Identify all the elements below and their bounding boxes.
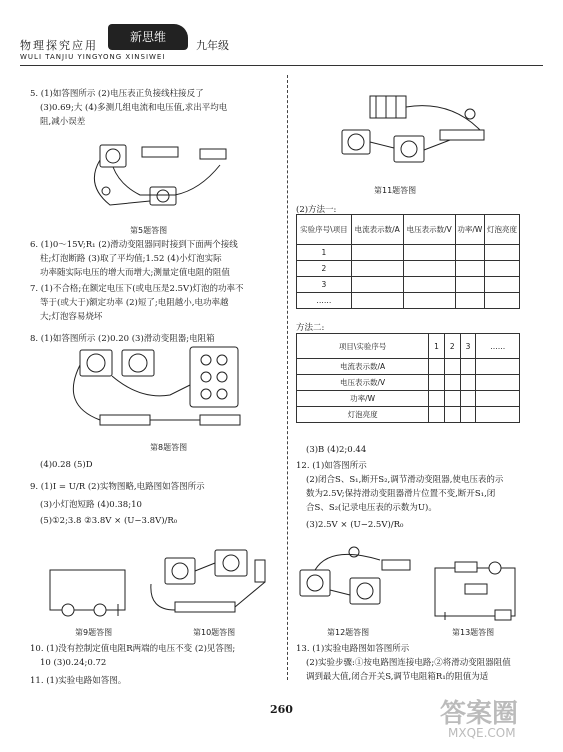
answer-line: 13. (1)实验电路图如答图所示: [296, 644, 410, 654]
answer-line: (5)①2;3.8 ②3.8V × (U−3.8V)/R₀: [40, 516, 178, 526]
table-row: [297, 293, 520, 309]
table-cell: [460, 359, 476, 375]
table-cell: [403, 245, 455, 261]
table-cell: [455, 277, 484, 293]
table-cell: [485, 245, 520, 261]
answer-line: 数为2.5V;保持滑动变阻器滑片位置不变,断开S₁,闭: [306, 489, 496, 499]
table-method-1: [296, 214, 520, 309]
table-header-cell: 3: [460, 334, 476, 359]
table-row-label: 功率/W: [297, 391, 429, 407]
table-cell: [351, 277, 403, 293]
table-cell: [429, 407, 445, 423]
table-cell: [403, 293, 455, 309]
header-subtitle: WULI TANJIU YINGYONG XINSIWEI: [20, 53, 166, 61]
table-row: [297, 391, 520, 407]
answer-line: 9. (1)I = U/R (2)实物图略,电路图如答图所示: [30, 482, 205, 492]
answer-line: (2)闭合S、S₁,断开S₂,调节滑动变阻器,使电压表的示: [306, 475, 504, 485]
table-cell: [403, 277, 455, 293]
answer-line: (2)实验步骤:①按电路图连接电路;②将滑动变阻器阻值: [306, 658, 511, 668]
header-grade: 九年级: [196, 39, 229, 52]
header-title: 物理探究应用: [20, 39, 98, 52]
figure-10: [145, 540, 280, 622]
figure-caption: 第12题答图: [327, 628, 370, 637]
figure-12: [290, 540, 415, 624]
table-cell: [444, 375, 460, 391]
table-header-cell: 电流表示数/A: [351, 215, 403, 245]
answer-line: (4)0.28 (5)D: [40, 460, 93, 470]
table-cell: [429, 375, 445, 391]
table-cell: [476, 359, 520, 375]
table-row-label: 3: [297, 277, 352, 293]
table-header-cell: 灯泡亮度: [485, 215, 520, 245]
table-row: [297, 359, 520, 375]
table-cell: [444, 391, 460, 407]
table-cell: [485, 261, 520, 277]
table-header-cell: 功率/W: [455, 215, 484, 245]
table-row: [297, 375, 520, 391]
figure-caption: 第11题答图: [374, 186, 417, 195]
page-number: 260: [270, 703, 293, 716]
answer-line: 6. (1)0～15V;R₁ (2)滑动变阻器同时接到下面两个接线: [30, 240, 238, 250]
answer-line: 等于(或大于)额定功率 (2)短了;电阻越小,电功率越: [40, 298, 229, 308]
table-cell: [476, 407, 520, 423]
table-cell: [460, 375, 476, 391]
answer-line: 10 (3)0.24;0.72: [40, 658, 107, 668]
answer-line: 7. (1)不合格;在额定电压下(或电压是2.5V)灯泡的功率不: [30, 284, 244, 294]
table-cell: [429, 359, 445, 375]
table-row: [297, 261, 520, 277]
table-row-label: 电流表示数/A: [297, 359, 429, 375]
figure-13: [425, 560, 525, 626]
table-cell: [476, 391, 520, 407]
table-row-label: ……: [297, 293, 352, 309]
table-cell: [444, 359, 460, 375]
table-cell: [351, 245, 403, 261]
table-row: [297, 407, 520, 423]
table-header-cell: ……: [476, 334, 520, 359]
table-cell: [485, 277, 520, 293]
table-cell: [429, 391, 445, 407]
figure-caption: 第13题答图: [452, 628, 495, 637]
answer-line: 功率随实际电压的增大而增大;测量定值电阻的阻值: [40, 268, 230, 278]
table-cell: [460, 407, 476, 423]
table-cell: [485, 293, 520, 309]
table-cell: [460, 391, 476, 407]
answer-line: 调到最大值,闭合开关S,调节电阻箱R₁的阻值为适: [306, 672, 489, 682]
figure-caption: 第5题答图: [130, 226, 168, 235]
answer-line: 合S、S₂(记录电压表的示数为U)。: [306, 503, 437, 513]
figure-caption: 第9题答图: [75, 628, 113, 637]
table-cell: [351, 261, 403, 277]
answer-line: 大;灯泡容易烧坏: [40, 312, 103, 322]
table-row: [297, 277, 520, 293]
table-row-label: 灯泡亮度: [297, 407, 429, 423]
answer-line: (3)2.5V × (U−2.5V)/R₀: [306, 520, 404, 530]
answer-line: 11. (1)实验电路如答图。: [30, 676, 127, 686]
watermark-logo: 答案圈: [440, 699, 519, 729]
figure-9: [40, 560, 135, 620]
header-rule: [20, 65, 543, 66]
page-header: [0, 0, 563, 62]
table-header-cell: 实验序号\项目: [297, 215, 352, 245]
answer-line: 10. (1)没有控制定值电阻R两端的电压不变 (2)见答图;: [30, 644, 236, 654]
figure-5: [80, 135, 250, 220]
table-row-label: 电压表示数/V: [297, 375, 429, 391]
answer-line: 阻,减小误差: [40, 117, 86, 127]
table-header-cell: 2: [444, 334, 460, 359]
table-cell: [455, 245, 484, 261]
table-header-cell: 项目\实验序号: [297, 334, 429, 359]
answer-line: 柱;灯泡断路 (3)取了平均值;1.52 (4)小灯泡实际: [40, 254, 222, 264]
table-cell: [476, 375, 520, 391]
answer-line: (3)小灯泡短路 (4)0.38;10: [40, 500, 142, 510]
answer-line: (2)方法一:: [296, 205, 337, 215]
table-cell: [455, 293, 484, 309]
answer-line: (3)0.69;大 (4)多测几组电流和电压值,求出平均电: [40, 103, 228, 113]
figure-caption: 第10题答图: [193, 628, 236, 637]
table-header-cell: 1: [429, 334, 445, 359]
table-cell: [351, 293, 403, 309]
figure-caption: 第8题答图: [150, 443, 188, 452]
table-row-label: 1: [297, 245, 352, 261]
answer-line: 12. (1)如答图所示: [296, 461, 367, 471]
table-cell: [455, 261, 484, 277]
table-cell: [403, 261, 455, 277]
table-cell: [444, 407, 460, 423]
answer-line: (3)B (4)2;0.44: [306, 445, 367, 455]
column-divider: [287, 75, 288, 680]
answer-line: 8. (1)如答图所示 (2)0.20 (3)滑动变阻器;电阻箱: [30, 334, 215, 344]
watermark-url: MXQE.COM: [448, 726, 516, 740]
table-row: [297, 245, 520, 261]
answer-line: 5. (1)如答图所示 (2)电压表正负接线柱接反了: [30, 89, 204, 99]
table-row-label: 2: [297, 261, 352, 277]
figure-8: [60, 345, 260, 440]
table-method-2: [296, 333, 520, 423]
header-logo: 新思维: [108, 24, 188, 50]
figure-11: [330, 90, 500, 182]
table-header-cell: 电压表示数/V: [403, 215, 455, 245]
answer-line: 方法二:: [296, 323, 325, 333]
